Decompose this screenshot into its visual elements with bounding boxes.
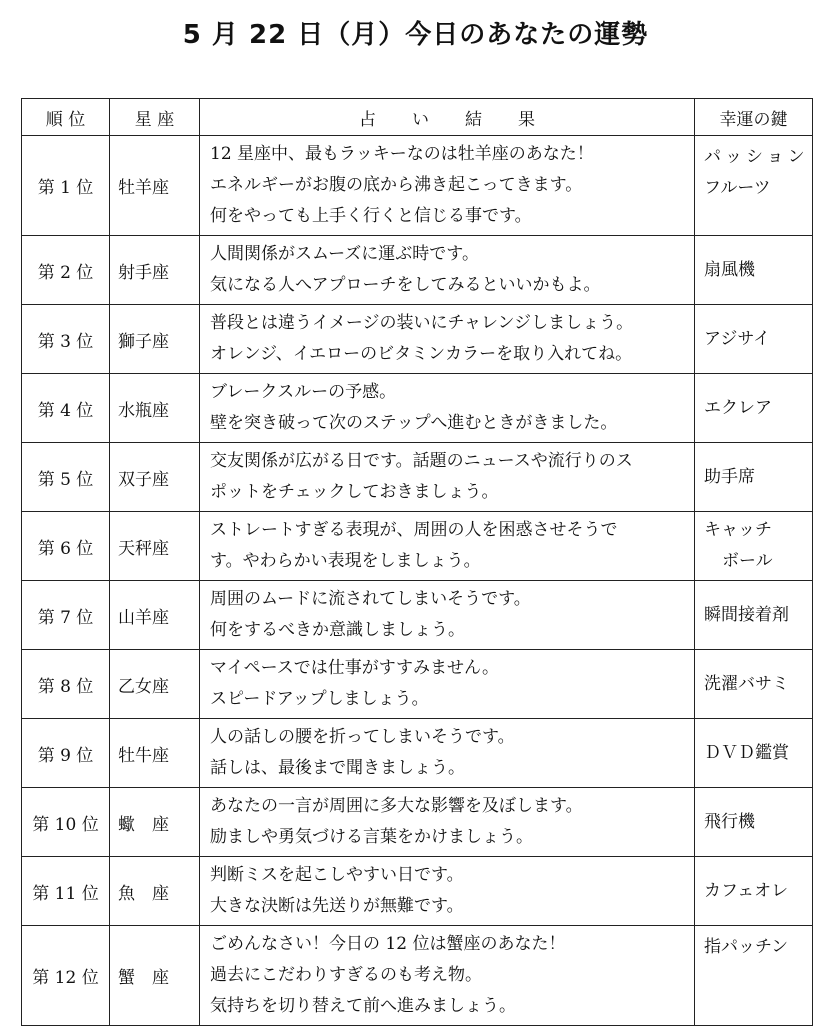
result-line: 普段とは違うイメージの装いにチャレンジしましょう。	[210, 313, 634, 333]
result-cell	[200, 788, 695, 857]
rank-cell: 第 11 位	[22, 857, 110, 926]
sign-cell: 天秤座	[110, 512, 200, 581]
rank-cell: 第 3 位	[22, 305, 110, 374]
result-line: 壁を突き破って次のステップへ進むときがきました。	[210, 413, 618, 433]
result-cell	[200, 719, 695, 788]
lucky-key-text: エクレア	[704, 397, 772, 418]
result-line: 人間関係がスムーズに運ぶ時です。	[210, 244, 479, 264]
table-row	[22, 719, 813, 788]
result-line: 気持ちを切り替えて前へ進みましょう。	[210, 996, 516, 1016]
lucky-key-text: 指パッチン	[704, 937, 789, 957]
lucky-key-cell	[695, 719, 813, 788]
result-cell	[200, 236, 695, 305]
result-cell	[200, 857, 695, 926]
rank-cell: 第 12 位	[22, 926, 110, 1026]
table-body	[22, 136, 813, 1026]
result-line: 励ましや勇気づける言葉をかけましょう。	[210, 827, 533, 847]
sign-cell: 山羊座	[110, 581, 200, 650]
result-line: 人の話しの腰を折ってしまいそうです。	[210, 727, 515, 747]
table-row	[22, 443, 813, 512]
rank-cell: 第 9 位	[22, 719, 110, 788]
header-rank: 順 位	[22, 99, 110, 136]
result-cell	[200, 512, 695, 581]
result-line: す。やわらかい表現をしましょう。	[210, 551, 481, 571]
table-row	[22, 788, 813, 857]
sign-cell: 牡牛座	[110, 719, 200, 788]
table-row	[22, 857, 813, 926]
lucky-key-text: ＤＶＤ鑑賞	[704, 742, 789, 763]
sign-cell: 魚 座	[110, 857, 200, 926]
header-sign: 星 座	[110, 99, 200, 136]
page-title: 5 月 22 日（月）今日のあなたの運勢	[182, 20, 649, 50]
rank-cell: 第 7 位	[22, 581, 110, 650]
rank-cell: 第 8 位	[22, 650, 110, 719]
result-line: エネルギーがお腹の底から沸き起こってきます。	[210, 175, 583, 195]
lucky-key-cell	[695, 136, 813, 236]
table-row	[22, 650, 813, 719]
sign-cell: 蠍 座	[110, 788, 200, 857]
table-row	[22, 305, 813, 374]
sign-cell: 蟹 座	[110, 926, 200, 1026]
rank-cell: 第 1 位	[22, 136, 110, 236]
table-header-row	[22, 99, 813, 136]
lucky-key-text: カフェオレ	[704, 880, 789, 901]
lucky-key-text: 洗濯バサミ	[704, 673, 789, 694]
result-cell	[200, 443, 695, 512]
sign-cell: 獅子座	[110, 305, 200, 374]
table-row	[22, 581, 813, 650]
lucky-key-text: パッション	[704, 147, 809, 167]
lucky-key-text: 助手席	[704, 466, 755, 487]
lucky-key-text: キャッチ	[704, 520, 772, 540]
lucky-key-text: 瞬間接着剤	[704, 604, 789, 625]
lucky-key-cell	[695, 443, 813, 512]
sign-cell: 双子座	[110, 443, 200, 512]
header-key: 幸運の鍵	[695, 99, 813, 136]
rank-cell: 第 2 位	[22, 236, 110, 305]
result-line: ごめんなさい！今日の 12 位は蟹座のあなた！	[210, 934, 566, 954]
lucky-key-text: 扇風機	[704, 259, 755, 280]
table-row	[22, 512, 813, 581]
lucky-key-cell	[695, 374, 813, 443]
lucky-key-cell	[695, 926, 813, 1026]
result-line: 何をやっても上手く行くと信じる事です。	[210, 206, 532, 226]
lucky-key-cell	[695, 581, 813, 650]
result-line: 交友関係が広がる日です。話題のニュースや流行りのス	[210, 451, 633, 471]
table-row	[22, 236, 813, 305]
lucky-key-cell	[695, 512, 813, 581]
horoscope-table	[21, 98, 813, 1026]
result-cell	[200, 926, 695, 1026]
result-line: マイペースでは仕事がすすみません。	[210, 658, 499, 678]
lucky-key-cell	[695, 650, 813, 719]
sign-cell: 牡羊座	[110, 136, 200, 236]
rank-cell: 第 10 位	[22, 788, 110, 857]
lucky-key-cell	[695, 788, 813, 857]
result-cell	[200, 650, 695, 719]
result-line: 何をするべきか意識しましょう。	[210, 620, 465, 640]
table-row	[22, 374, 813, 443]
lucky-key-text: ボール	[722, 551, 773, 571]
sign-cell: 射手座	[110, 236, 200, 305]
rank-cell: 第 5 位	[22, 443, 110, 512]
result-line: 周囲のムードに流されてしまいそうです。	[210, 589, 531, 609]
result-line: オレンジ、イエローのビタミンカラーを取り入れてね。	[210, 344, 633, 364]
result-cell	[200, 305, 695, 374]
result-line: 12 星座中、最もラッキーなのは牡羊座のあなた！	[210, 144, 594, 164]
result-line: 話しは、最後まで聞きましょう。	[210, 758, 465, 778]
lucky-key-text: アジサイ	[704, 328, 771, 349]
result-line: 気になる人へアプローチをしてみるといいかもよ。	[210, 275, 601, 295]
lucky-key-cell	[695, 305, 813, 374]
sign-cell: 乙女座	[110, 650, 200, 719]
result-cell	[200, 136, 695, 236]
table-row	[22, 136, 813, 236]
lucky-key-text: 飛行機	[704, 811, 755, 832]
result-line: スピードアップしましょう。	[210, 689, 429, 709]
result-line: ストレートすぎる表現が、周囲の人を困惑させそうで	[210, 520, 618, 540]
result-line: 過去にこだわりすぎるのも考え物。	[210, 965, 482, 985]
result-line: ブレークスルーの予感。	[210, 382, 397, 402]
lucky-key-cell	[695, 857, 813, 926]
result-cell	[200, 374, 695, 443]
lucky-key-cell	[695, 236, 813, 305]
header-result: 占 い 結 果	[200, 99, 695, 136]
rank-cell: 第 6 位	[22, 512, 110, 581]
rank-cell: 第 4 位	[22, 374, 110, 443]
result-cell	[200, 581, 695, 650]
result-line: あなたの一言が周囲に多大な影響を及ぼします。	[210, 796, 583, 816]
result-line: 判断ミスを起こしやすい日です。	[210, 865, 464, 885]
lucky-key-text: フルーツ	[704, 178, 771, 198]
result-line: 大きな決断は先送りが無難です。	[210, 896, 464, 916]
result-line: ポットをチェックしておきましょう。	[210, 482, 499, 502]
sign-cell: 水瓶座	[110, 374, 200, 443]
table-row	[22, 926, 813, 1026]
